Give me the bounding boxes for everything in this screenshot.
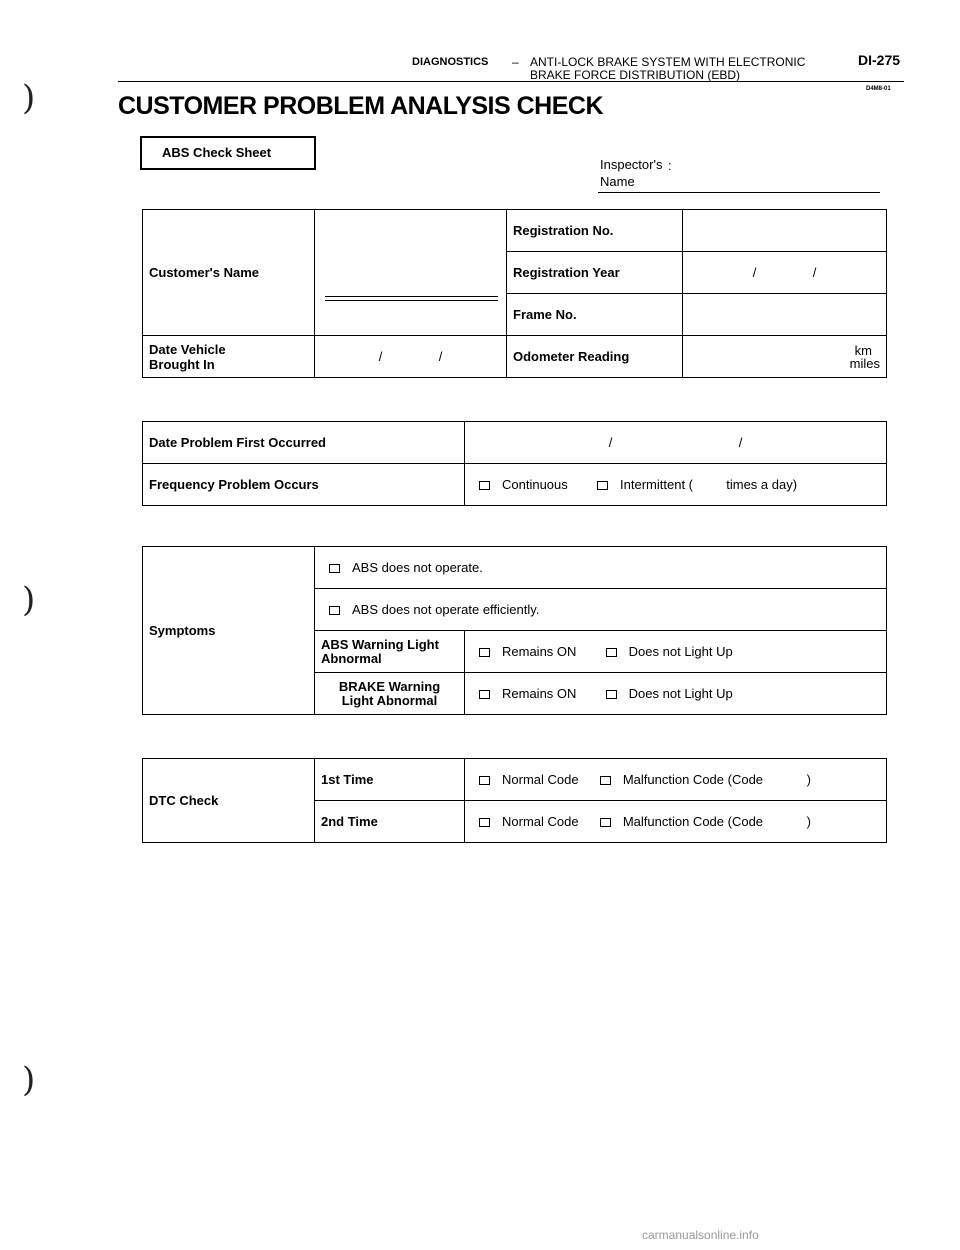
dtc1-normal-label: Normal Code: [502, 772, 579, 787]
inspector-label-line1: Inspector's: [600, 157, 663, 172]
dtc2-close-paren: ): [806, 814, 812, 829]
dtc2-malfunction-label: Malfunction Code (Code: [622, 814, 764, 829]
abs-warning-light-label: [315, 631, 465, 673]
continuous-label: Continuous: [502, 477, 568, 492]
abs-not-light-checkbox[interactable]: [606, 648, 617, 657]
dtc-first-time-options: [465, 759, 887, 801]
dtc-check-table: [142, 758, 887, 843]
brake-warning-light-options: [465, 673, 887, 715]
abs-not-light-label: Does not Light Up: [628, 644, 733, 659]
date-slash: /: [812, 265, 817, 280]
registration-year-label: Registration Year: [507, 252, 683, 294]
first-occurred-field[interactable]: [465, 422, 887, 464]
frame-no-field[interactable]: [683, 294, 887, 336]
dtc1-malfunction-label: Malfunction Code (Code: [622, 772, 764, 787]
registration-year-field[interactable]: [683, 252, 887, 294]
date-brought-label: [143, 336, 315, 378]
date-slash: /: [378, 349, 383, 364]
symptoms-label: Symptoms: [143, 547, 315, 715]
brake-remains-on-label: Remains ON: [502, 686, 577, 701]
brake-warning-light-label: [315, 673, 465, 715]
date-brought-label-line2: Brought In: [149, 356, 215, 372]
frame-no-label: Frame No.: [507, 294, 683, 336]
dtc-second-time-options: [465, 801, 887, 843]
problem-occurrence-table: [142, 421, 887, 506]
brake-not-light-label: Does not Light Up: [628, 686, 733, 701]
symptom-option-2: [315, 589, 887, 631]
intermittent-label: Intermittent (: [620, 477, 693, 492]
first-occurred-label: Date Problem First Occurred: [143, 422, 465, 464]
brake-warning-light-label-line1: BRAKE Warning: [338, 678, 441, 694]
date-slash: /: [438, 349, 443, 364]
symptoms-table: [142, 546, 887, 715]
brake-warning-light-label-line2: Light Abnormal: [341, 692, 438, 708]
abs-warning-light-label-line2: Abnormal: [321, 650, 382, 666]
binding-mark-1: ): [22, 78, 36, 118]
abs-remains-on-label: Remains ON: [502, 644, 577, 659]
symptom-option-1: [315, 547, 887, 589]
page-number: DI-275: [858, 52, 901, 68]
abs-warning-light-label-line1: ABS Warning Light: [321, 636, 439, 652]
intermittent-suffix: times a day): [726, 477, 798, 492]
customer-name-field[interactable]: [315, 210, 507, 336]
dtc1-malfunction-checkbox[interactable]: [600, 776, 611, 785]
dtc2-normal-checkbox[interactable]: [479, 818, 490, 827]
date-brought-field[interactable]: [315, 336, 507, 378]
registration-no-field[interactable]: [683, 210, 887, 252]
page-title: CUSTOMER PROBLEM ANALYSIS CHECK: [118, 92, 604, 120]
inspector-name-line: [598, 192, 880, 193]
dtc-first-time-label: 1st Time: [315, 759, 465, 801]
date-brought-label-line1: Date Vehicle: [149, 341, 226, 357]
header-subtitle-line2: BRAKE FORCE DISTRIBUTION (EBD): [530, 68, 741, 82]
dtc1-normal-checkbox[interactable]: [479, 776, 490, 785]
inspector-colon: :: [668, 158, 672, 173]
inspector-label-line2: Name: [600, 174, 635, 189]
abs-not-efficient-label: ABS does not operate efficiently.: [352, 602, 540, 617]
binding-mark-3: ): [22, 1060, 36, 1100]
intermittent-checkbox[interactable]: [597, 481, 608, 490]
dtc-second-time-label: 2nd Time: [315, 801, 465, 843]
dtc-check-label: DTC Check: [143, 759, 315, 843]
header-subtitle-line1: ANTI-LOCK BRAKE SYSTEM WITH ELECTRONIC: [530, 55, 806, 69]
customer-name-label: Customer's Name: [143, 210, 315, 336]
odometer-label: Odometer Reading: [507, 336, 683, 378]
abs-remains-on-checkbox[interactable]: [479, 648, 490, 657]
dtc2-malfunction-checkbox[interactable]: [600, 818, 611, 827]
dtc2-normal-label: Normal Code: [502, 814, 579, 829]
brake-not-light-checkbox[interactable]: [606, 690, 617, 699]
header-dash: –: [512, 55, 519, 69]
date-slash: /: [608, 435, 613, 450]
watermark: carmanualsonline.info: [642, 1228, 759, 1242]
continuous-checkbox[interactable]: [479, 481, 490, 490]
binding-mark-2: ): [22, 580, 36, 620]
odometer-field[interactable]: [683, 336, 887, 378]
abs-not-operate-label: ABS does not operate.: [352, 560, 483, 575]
vehicle-info-table: [142, 209, 887, 378]
header-section: DIAGNOSTICS: [412, 56, 489, 68]
frequency-label: Frequency Problem Occurs: [143, 464, 465, 506]
unit-km: km: [854, 342, 872, 358]
abs-warning-light-options: [465, 631, 887, 673]
document-code: D4M8-01: [866, 86, 891, 92]
frequency-options: [465, 464, 887, 506]
registration-no-label: Registration No.: [507, 210, 683, 252]
unit-miles: miles: [849, 355, 880, 371]
brake-remains-on-checkbox[interactable]: [479, 690, 490, 699]
header-rule: [118, 81, 904, 82]
date-slash: /: [738, 435, 743, 450]
abs-not-efficient-checkbox[interactable]: [329, 606, 340, 615]
abs-not-operate-checkbox[interactable]: [329, 564, 340, 573]
dtc1-close-paren: ): [806, 772, 812, 787]
date-slash: /: [752, 265, 757, 280]
sheet-tag: ABS Check Sheet: [140, 136, 316, 170]
